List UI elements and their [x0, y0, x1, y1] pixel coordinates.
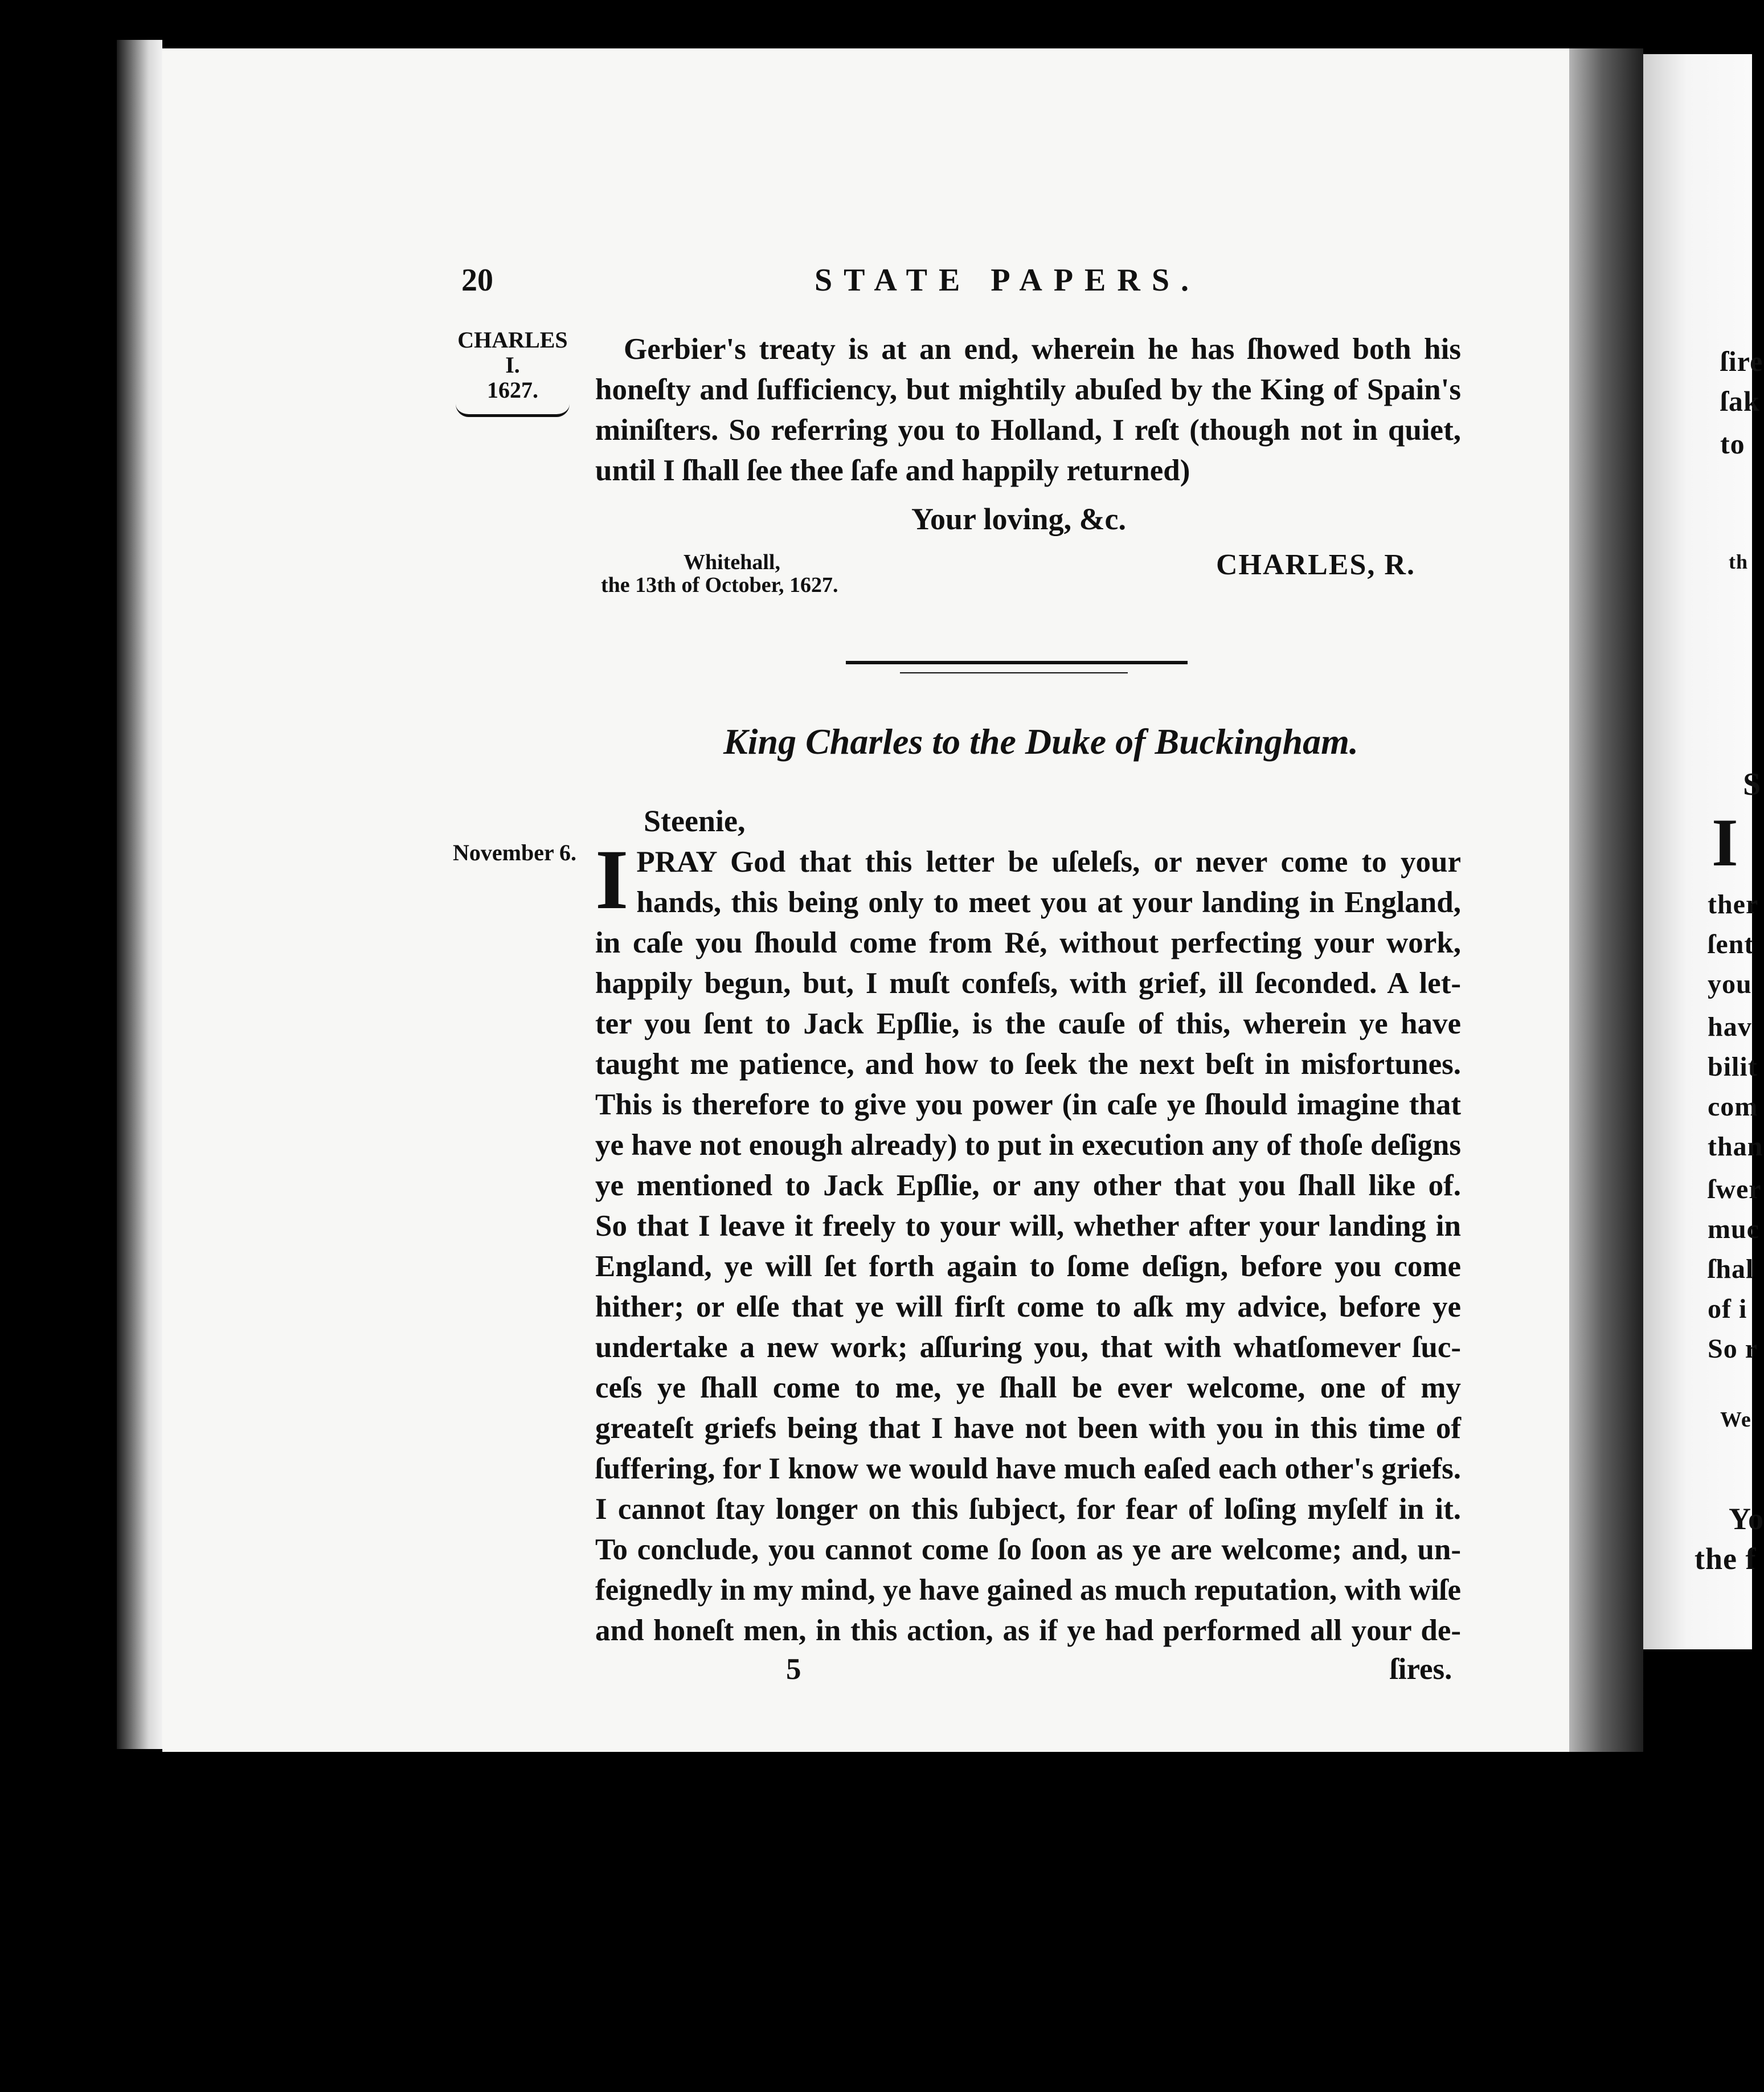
text-line: until I ſhall ſee thee ſafe and happily returned) — [595, 454, 1190, 487]
text-line: miniſters. So referring you to Holland, I reſt (though not in quiet, — [595, 414, 1461, 447]
page-number: 20 — [461, 263, 493, 298]
text-line: honeſty and ſufficiency, but mightily abuſed by the King of Spain's — [595, 373, 1461, 406]
letter-title: King Charles to the Duke of Buckingham. — [723, 721, 1358, 762]
text-line: To conclude, you cannot come ſo ſoon as ye are welcome; and, un- — [595, 1533, 1461, 1566]
facing-fragment: So r — [1708, 1334, 1758, 1364]
facing-fragment: muc — [1708, 1214, 1759, 1244]
text-line: ye have not enough already) to put in execution any of thoſe deſigns — [595, 1129, 1461, 1162]
facing-fragment: ſhal — [1708, 1254, 1754, 1284]
margin-year: 1627. — [487, 377, 538, 403]
margin-reign-name: CHARLES — [457, 327, 568, 353]
text-line: ter you ſent to Jack Epſlie, is the cauſe of this, wherein ye have — [595, 1007, 1461, 1040]
facing-fragment: ſwer — [1708, 1174, 1762, 1204]
text-line: and honeſt men, in this action, as if ye had performed all your de- — [595, 1614, 1461, 1647]
margin-reign-number: I. — [505, 352, 520, 378]
text-line: happily begun, but, I muſt confeſs, with grief, ill ſeconded. A let- — [595, 967, 1461, 1000]
facing-fragment: than — [1708, 1131, 1763, 1162]
first-letter-body — [595, 329, 1461, 491]
letter-date: November 6. — [453, 840, 576, 865]
margin-note-reign — [450, 328, 575, 417]
text-line: England, ye will ſet forth again to ſome deſign, before you come — [595, 1250, 1461, 1283]
facing-fragment: ſent — [1708, 929, 1754, 959]
text-line: I cannot ſtay longer on this ſubject, for fear of loſing myſelf in it. — [595, 1493, 1461, 1526]
margin-note-date — [453, 840, 578, 865]
section-rule-thin — [900, 672, 1128, 673]
facing-fragment: ther — [1708, 889, 1759, 920]
facing-fragment: hav — [1708, 1012, 1752, 1042]
facing-fragment: com — [1708, 1092, 1758, 1122]
text-line: ſuffering, for I know we would have much eaſed each other's griefs. — [595, 1452, 1461, 1485]
salutation: Steenie, — [644, 804, 746, 838]
letter-date-line: the 13th of October, 1627. — [601, 573, 838, 597]
text-line: greateſt griefs being that I have not been with you in this time of — [595, 1412, 1461, 1445]
text-line: hither; or elſe that ye will firſt come to aſk my advice, before ye — [595, 1290, 1461, 1323]
facing-fragment: you — [1708, 969, 1752, 999]
catchword: ſires. — [1390, 1653, 1452, 1686]
drop-cap: I — [595, 832, 629, 927]
text-line: undertake a new work; aſſuring you, that with whatſomever ſuc- — [595, 1331, 1461, 1364]
second-letter-body — [595, 832, 1461, 1651]
facing-fragment: ſire — [1720, 345, 1763, 377]
letter-place: Whitehall, — [684, 550, 780, 574]
text-line: hands, this being only to meet you at your landing in England, — [636, 886, 1461, 919]
facing-fragment: th — [1729, 550, 1749, 573]
signature-mark: 5 — [786, 1653, 801, 1686]
text-line: ye mentioned to Jack Epſlie, or any other that you ſhall like of. — [595, 1169, 1461, 1202]
closing: Your loving, &c. — [911, 502, 1127, 536]
facing-fragment: the f — [1695, 1542, 1757, 1576]
text-line: So that I leave it freely to your will, whether after your landing in — [595, 1210, 1461, 1243]
text-line: feignedly in my mind, ye have gained as much reputation, with wiſe — [595, 1574, 1461, 1607]
text-line: in caſe you ſhould come from Ré, without perfecting your work, — [595, 926, 1461, 959]
left-page-edge — [117, 40, 162, 1749]
running-title: STATE PAPERS. — [815, 263, 1200, 298]
text-line: ceſs ye ſhall come to me, ye ſhall be ever welcome, one of my — [595, 1371, 1461, 1404]
facing-fragment: S — [1743, 767, 1762, 802]
facing-fragment: I — [1712, 804, 1739, 880]
text-line: Gerbier's treaty is at an end, wherein he has ſhowed both his — [624, 333, 1461, 366]
text-line: taught me patience, and how to ſeek the next beſt in misfortunes. — [595, 1048, 1461, 1081]
facing-fragment: ſak — [1720, 385, 1760, 417]
facing-fragment: to — [1720, 428, 1745, 460]
text-line: This is therefore to give you power (in caſe ye ſhould imagine that — [595, 1088, 1461, 1121]
facing-fragment: bilit — [1708, 1052, 1758, 1082]
facing-fragment: We — [1720, 1408, 1751, 1432]
margin-brace — [456, 404, 570, 417]
signature: CHARLES, R. — [1216, 549, 1415, 581]
text-line: PRAY God that this letter be uſeleſs, or never come to your — [636, 845, 1461, 879]
facing-fragment: of i — [1708, 1294, 1747, 1324]
facing-fragment: Yo — [1729, 1502, 1764, 1536]
section-rule — [846, 661, 1188, 664]
binding-gutter — [1569, 48, 1643, 1752]
